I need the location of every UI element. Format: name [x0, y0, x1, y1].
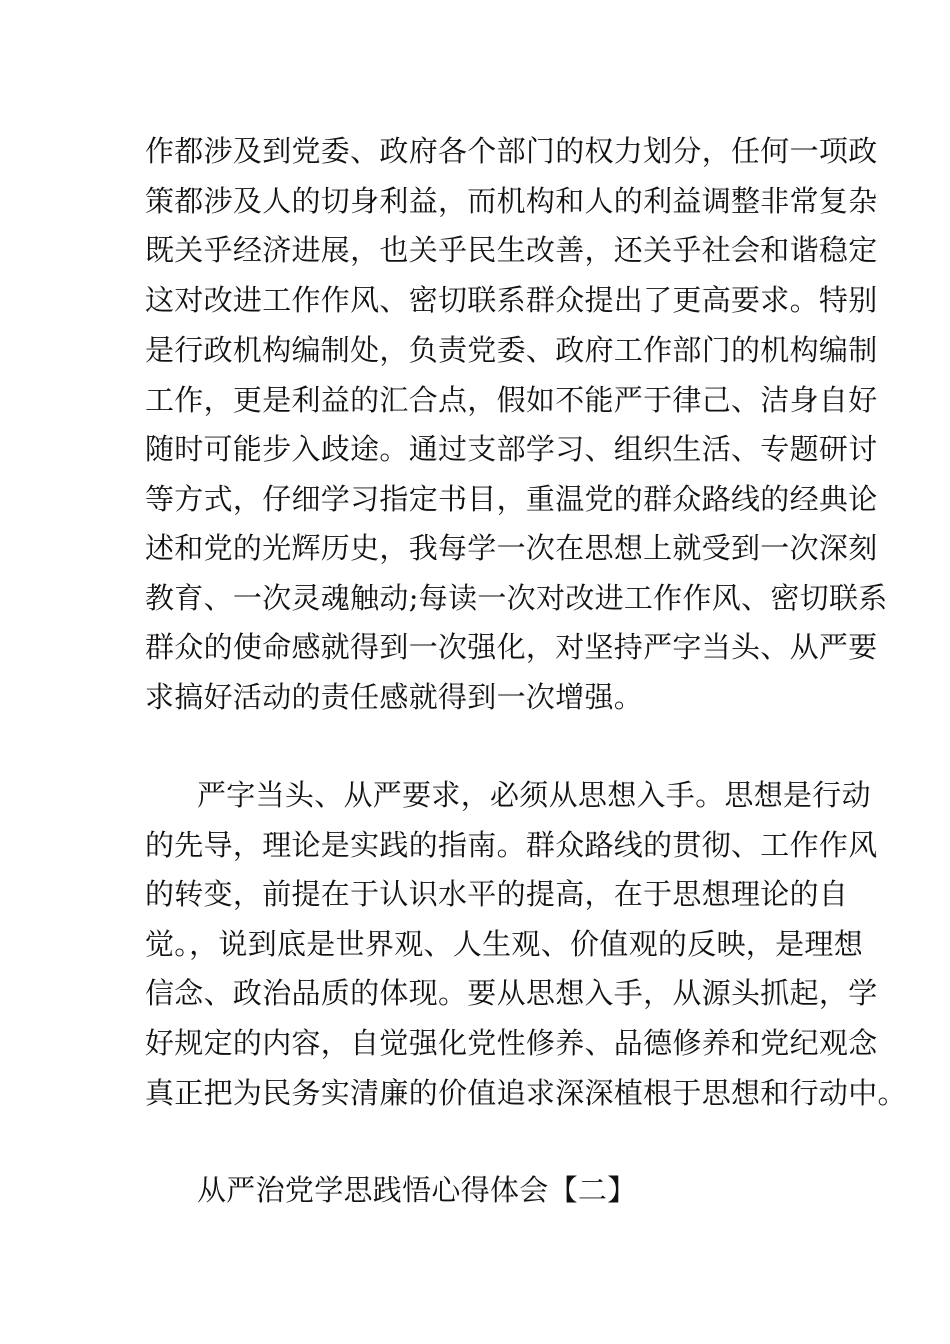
paragraph-line: 述和党的光辉历史，我每学一次在思想上就受到一次深刻: [145, 531, 878, 565]
paragraph-line: 策都涉及人的切身利益，而机构和人的利益调整非常复杂: [145, 184, 878, 218]
section-heading: 从严治党学思践悟心得体会【二】: [197, 1173, 637, 1207]
paragraph-line: 既关乎经济进展，也关乎民生改善，还关乎社会和谐稳定: [145, 233, 878, 267]
paragraph-line: 作都涉及到党委、政府各个部门的权力划分，任何一项政: [145, 134, 878, 168]
paragraph-line: 严字当头、从严要求，必须从思想入手。思想是行动: [197, 778, 871, 812]
paragraph-line: 的转变，前提在于认识水平的提高，在于思想理论的自: [145, 877, 849, 911]
paragraph-line: 随时可能步入歧途。通过支部学习、组织生活、专题研讨: [145, 432, 878, 466]
paragraph-line: 教育、一次灵魂触动;每读一次对改进工作作风、密切联系: [145, 581, 888, 615]
paragraph-line: 的先导，理论是实践的指南。群众路线的贯彻、工作作风: [145, 828, 878, 862]
paragraph-line: 这对改进工作作风、密切联系群众提出了更高要求。特别: [145, 283, 878, 317]
paragraph-line: 群众的使命感就得到一次强化，对坚持严字当头、从严要: [145, 630, 878, 664]
paragraph-line: 求搞好活动的责任感就得到一次增强。: [145, 680, 644, 714]
paragraph-line: 真正把为民务实清廉的价值追求深深植根于思想和行动中。: [145, 1076, 907, 1110]
paragraph-line: 是行政机构编制处，负责党委、政府工作部门的机构编制: [145, 333, 878, 367]
paragraph-line: 等方式，仔细学习指定书目，重温党的群众路线的经典论: [145, 482, 878, 516]
paragraph-line: 工作，更是利益的汇合点，假如不能严于律己、洁身自好: [145, 383, 878, 417]
paragraph-line: 觉。，说到底是世界观、人生观、价值观的反映，是理想: [145, 927, 864, 961]
paragraph-line: 信念、政治品质的体现。要从思想入手，从源头抓起，学: [145, 976, 878, 1010]
paragraph-line: 好规定的内容，自觉强化党性修养、品德修养和党纪观念: [145, 1026, 878, 1060]
